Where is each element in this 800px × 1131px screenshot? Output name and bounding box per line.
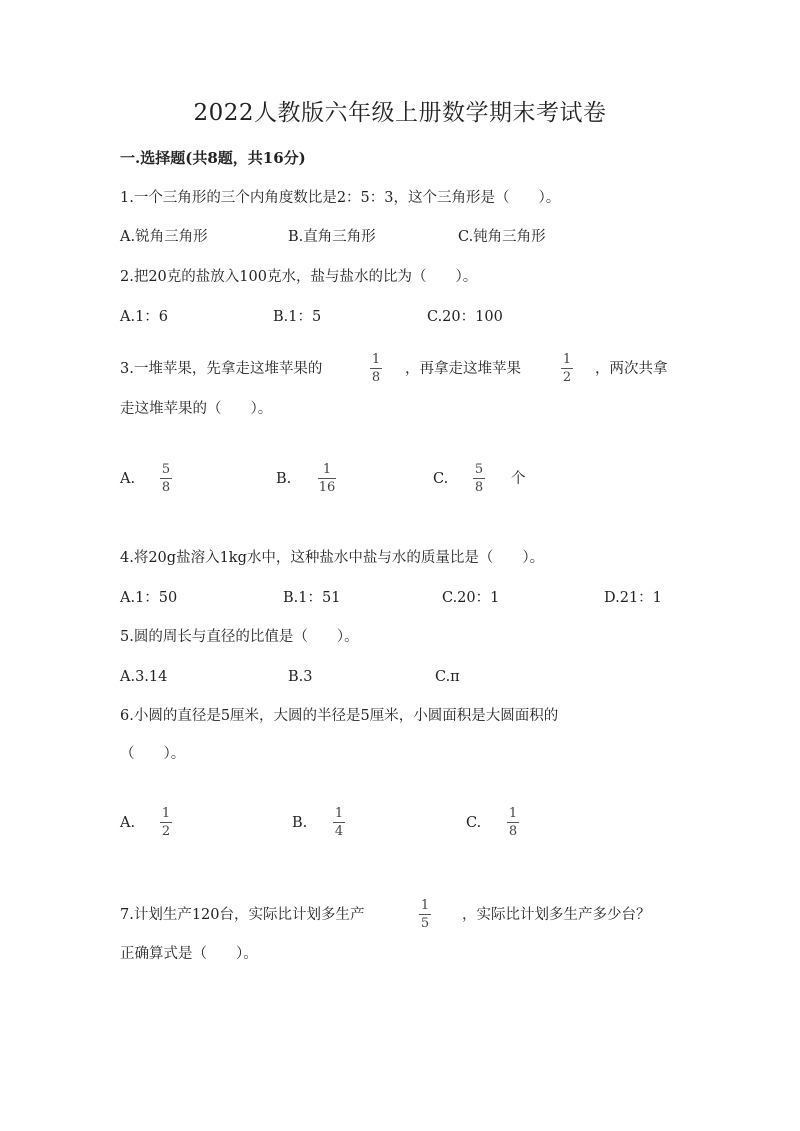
question-3-stem-part3: ，两次共拿 — [595, 361, 668, 377]
question-6-stem-line2: （ ）。 — [120, 746, 186, 762]
fraction-denominator: 5 — [420, 916, 430, 931]
question-6-option-b-label: B. — [292, 815, 308, 831]
question-3-stem-line2: 走这堆苹果的（ ）。 — [120, 401, 273, 417]
fraction-bar — [370, 368, 382, 369]
fraction-bar — [160, 822, 172, 823]
question-1-option-a: A.锐角三角形 — [120, 229, 208, 245]
fraction-numerator: 5 — [474, 462, 484, 477]
question-6-option-c-fraction — [507, 806, 519, 839]
question-3-option-b-fraction — [318, 462, 336, 495]
question-2-option-a: A.1：6 — [120, 309, 169, 325]
question-6-stem-line1: 6.小圆的直径是5厘米，大圆的半径是5厘米，小圆面积是大圆面积的 — [120, 708, 559, 724]
question-2-option-c: C.20：100 — [427, 309, 503, 325]
fraction-denominator: 4 — [334, 824, 344, 839]
fraction-numerator: 1 — [161, 806, 171, 821]
question-3-option-c-fraction — [473, 462, 485, 495]
question-4-option-b: B.1：51 — [283, 590, 341, 606]
question-2-stem: 2.把20克的盐放入100克水，盐与盐水的比为（ ）。 — [120, 269, 478, 285]
question-5-option-b: B.3 — [288, 669, 313, 685]
question-3-option-c-label: C. — [433, 471, 449, 487]
fraction-denominator: 8 — [474, 480, 484, 495]
fraction-denominator: 8 — [371, 370, 381, 385]
question-3-fraction-1 — [370, 352, 382, 385]
question-3-option-a-label: A. — [120, 471, 136, 487]
question-3-fraction-2 — [561, 352, 573, 385]
question-5-option-c: C.π — [435, 669, 460, 685]
question-3-option-b-label: B. — [276, 471, 292, 487]
fraction-numerator: 1 — [420, 898, 430, 913]
question-4-option-d: D.21：1 — [604, 590, 662, 606]
fraction-numerator: 5 — [161, 462, 171, 477]
exam-title: 2022人教版六年级上册数学期末考试卷 — [193, 100, 607, 126]
question-1-option-c: C.钝角三角形 — [458, 229, 546, 245]
section-heading: 一.选择题(共8题，共16分) — [120, 149, 306, 167]
question-6-option-c-label: C. — [466, 815, 482, 831]
question-3-option-c-unit: 个 — [511, 471, 526, 487]
question-6-option-a-label: A. — [120, 815, 136, 831]
question-7-stem-part1: 7.计划生产120台，实际比计划多生产 — [120, 907, 365, 923]
question-5-option-a: A.3.14 — [120, 669, 168, 685]
question-5-stem: 5.圆的周长与直径的比值是（ ）。 — [120, 629, 359, 645]
fraction-numerator: 1 — [322, 462, 332, 477]
fraction-denominator: 16 — [318, 480, 336, 495]
fraction-bar — [333, 822, 345, 823]
fraction-bar — [507, 822, 519, 823]
question-2-option-b: B.1：5 — [273, 309, 322, 325]
question-4-option-c: C.20：1 — [442, 590, 500, 606]
fraction-denominator: 8 — [508, 824, 518, 839]
fraction-bar — [561, 368, 573, 369]
question-7-fraction — [419, 898, 431, 931]
fraction-numerator: 1 — [508, 806, 518, 821]
question-3-option-a-fraction — [160, 462, 172, 495]
fraction-bar — [160, 478, 172, 479]
question-6-option-a-fraction — [160, 806, 172, 839]
question-7-stem-line2: 正确算式是（ ）。 — [120, 946, 258, 962]
question-4-option-a: A.1：50 — [120, 590, 178, 606]
fraction-denominator: 2 — [161, 824, 171, 839]
fraction-bar — [419, 914, 431, 915]
question-3-stem-part2: ，再拿走这堆苹果 — [405, 361, 521, 377]
fraction-bar — [318, 478, 336, 479]
question-1-stem: 1.一个三角形的三个内角度数比是2：5：3，这个三角形是（ ）。 — [120, 190, 561, 206]
fraction-bar — [473, 478, 485, 479]
fraction-denominator: 8 — [161, 480, 171, 495]
question-4-stem: 4.将20g盐溶入1kg水中，这种盐水中盐与水的质量比是（ ）。 — [120, 550, 545, 566]
fraction-numerator: 1 — [562, 352, 572, 367]
fraction-numerator: 1 — [371, 352, 381, 367]
question-6-option-b-fraction — [333, 806, 345, 839]
fraction-numerator: 1 — [334, 806, 344, 821]
question-3-stem-part1: 3.一堆苹果，先拿走这堆苹果的 — [120, 361, 323, 377]
fraction-denominator: 2 — [562, 370, 572, 385]
question-1-option-b: B.直角三角形 — [288, 229, 376, 245]
question-7-stem-part2: ，实际比计划多生产多少台？ — [462, 907, 651, 923]
